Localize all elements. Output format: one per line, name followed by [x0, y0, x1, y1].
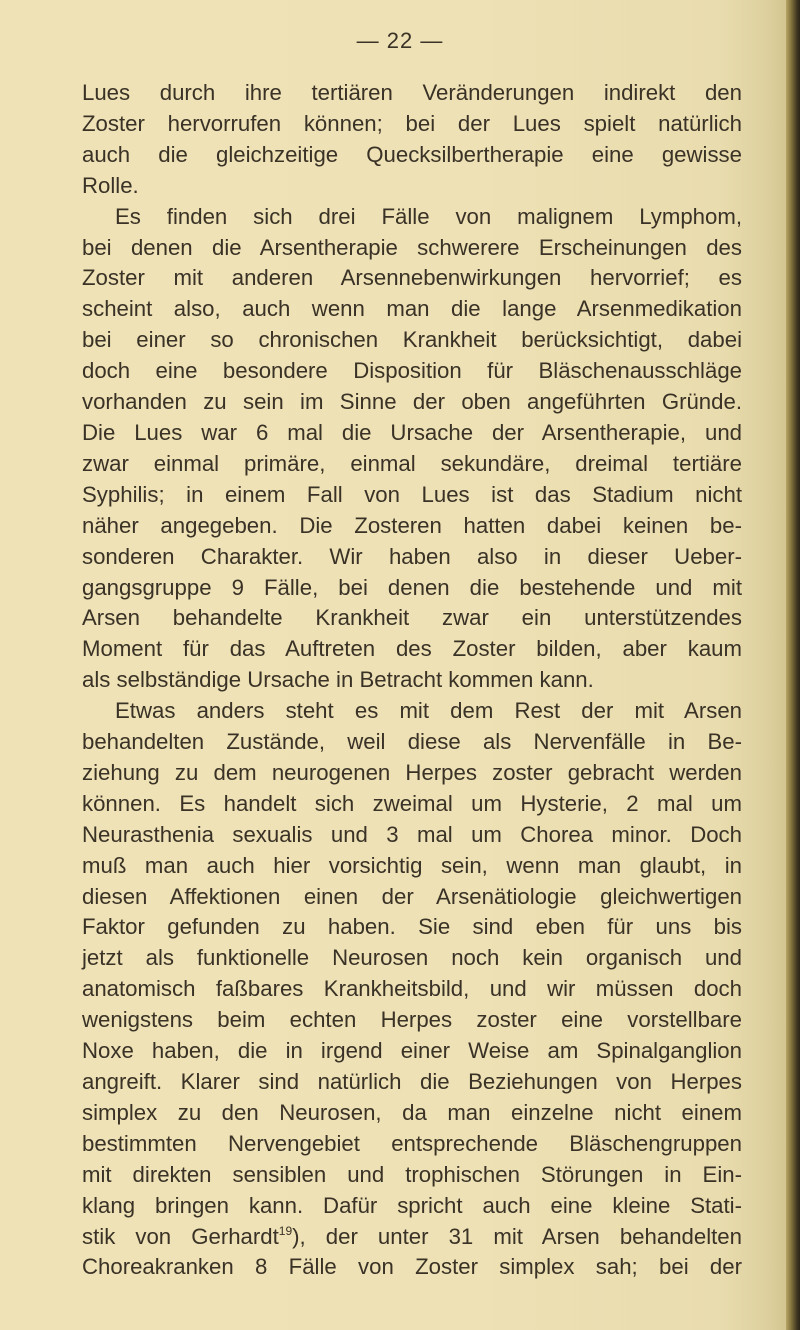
text-line: bestimmten Nervengebiet entsprechende Bläschengruppen — [82, 1130, 742, 1156]
page-number: — 22 — — [356, 28, 444, 53]
text-line: angreift. Klarer sind natürlich die Beziehungen von Herpes — [82, 1069, 742, 1094]
text-segment: ), der unter 31 mit Arsen behandelten — [292, 1223, 742, 1249]
text-line: behandelten Zustände, weil diese als Nervenfälle in Be- — [82, 729, 742, 755]
footnote-marker: 19 — [278, 1223, 293, 1238]
text-segment: stik von Gerhardt — [82, 1223, 279, 1249]
text-line: als selbständige Ursache in Betracht kommen kann. — [82, 667, 594, 693]
text-line: näher angegeben. Die Zosteren hatten dabei keinen be- — [82, 512, 742, 538]
text-line: Noxe haben, die in irgend einer Weise am Spinalganglion — [82, 1038, 742, 1064]
text-line: mit direkten sensiblen und trophischen Störungen in Ein- — [82, 1161, 742, 1187]
text-line: bei denen die Arsentherapie schwerere Erscheinungen des — [82, 234, 742, 260]
text-line: Rolle. — [82, 172, 139, 198]
text-line: gangsgruppe 9 Fälle, bei denen die bestehende und mit — [82, 574, 742, 600]
book-spine-shadow — [786, 0, 800, 1330]
text-line: muß man auch hier vorsichtig sein, wenn man glaubt, in — [82, 852, 742, 878]
text-line: wenigstens beim echten Herpes zoster eine vorstellbare — [82, 1007, 742, 1033]
text-line: Etwas anders steht es mit dem Rest der mit Arsen — [115, 698, 742, 724]
text-line: bei einer so chronischen Krankheit berücksichtigt, dabei — [82, 327, 742, 353]
text-line: Choreakranken 8 Fälle von Zoster simplex sah; bei der — [82, 1254, 742, 1280]
text-line: jetzt als funktionelle Neurosen noch kein organisch und — [82, 945, 742, 971]
text-line: diesen Affektionen einen der Arsenätiologie gleichwertigen — [82, 883, 742, 909]
text-line: zwar einmal primäre, einmal sekundäre, dreimal tertiäre — [82, 450, 742, 476]
text-line: klang bringen kann. Dafür spricht auch eine kleine Stati- — [82, 1192, 742, 1218]
text-line: scheint also, auch wenn man die lange Arsenmedikation — [82, 296, 742, 322]
text-line: Zoster hervorrufen können; bei der Lues spielt natürlich — [82, 110, 742, 136]
text-line: können. Es handelt sich zweimal um Hysterie, 2 mal um — [82, 790, 742, 816]
text-line: Es finden sich drei Fälle von malignem Lymphom, — [115, 203, 742, 229]
text-line: auch die gleichzeitige Quecksilbertherapie eine gewisse — [82, 141, 742, 167]
text-line: anatomisch faßbares Krankheitsbild, und wir müssen doch — [82, 976, 742, 1002]
text-line: Moment für das Auftreten des Zoster bilden, aber kaum — [82, 636, 742, 662]
text-line: vorhanden zu sein im Sinne der oben angeführten Gründe. — [82, 389, 742, 415]
text-line: Syphilis; in einem Fall von Lues ist das Stadium nicht — [82, 481, 742, 507]
text-line: Arsen behandelte Krankheit zwar ein unterstützendes — [82, 605, 742, 631]
text-line: simplex zu den Neurosen, da man einzelne nicht einem — [82, 1099, 742, 1125]
text-line: Lues durch ihre tertiären Veränderungen indirekt den — [82, 80, 742, 105]
text-line: ziehung zu dem neurogenen Herpes zoster gebracht werden — [82, 759, 742, 785]
body-text — [82, 78, 742, 1283]
text-line: Neurasthenia sexualis und 3 mal um Chorea minor. Doch — [82, 821, 742, 847]
text-line: Die Lues war 6 mal die Ursache der Arsentherapie, und — [82, 419, 742, 445]
text-line: sonderen Charakter. Wir haben also in dieser Ueber- — [82, 543, 742, 569]
text-line: Zoster mit anderen Arsennebenwirkungen hervorrief; es — [82, 265, 742, 291]
text-line-with-footnote — [82, 1222, 742, 1253]
text-line: Faktor gefunden zu haben. Sie sind eben für uns bis — [82, 914, 742, 940]
text-line: doch eine besondere Disposition für Bläschenausschläge — [82, 358, 742, 384]
